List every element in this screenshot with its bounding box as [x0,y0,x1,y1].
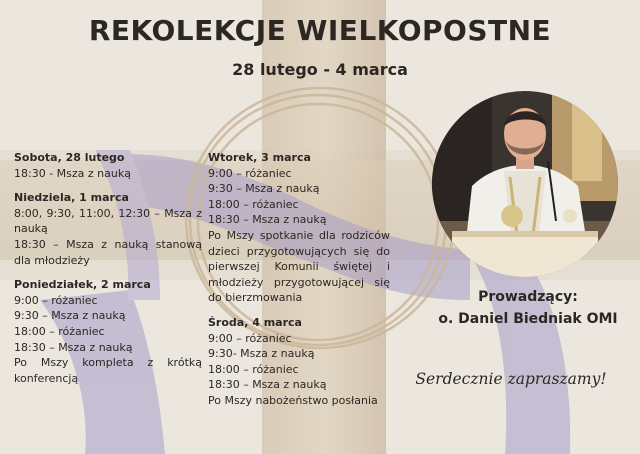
schedule-entry: 18:30 – Msza z nauką [208,378,327,392]
day-heading: Niedziela, 1 marca [14,191,129,205]
day-heading: Środa, 4 marca [208,315,302,329]
schedule-middle-column [208,150,390,409]
schedule-entry: 18:00 – różaniec [208,362,299,376]
schedule-entry: 18:30 – Msza z nauką [14,340,133,354]
schedule-entry: 9:30- Msza z nauką [208,347,315,361]
schedule-entry: 18:30 - Msza z nauką [14,166,131,180]
invitation-text: Serdecznie zapraszamy! [415,370,607,388]
day-heading: Poniedziałek, 2 marca [14,278,151,292]
schedule-entry: 18:30 – Msza z nauką [208,213,327,227]
schedule-entry: 8:00, 9:30, 11:00, 12:30 – Msza z nauką [14,206,202,236]
priest-portrait-icon [432,91,618,277]
schedule-entry: Po Mszy nabożeństwo posłania [208,393,378,407]
schedule-entry: 18:30 – Msza z nauką stanową dla młodzieży [14,237,202,267]
schedule-entry: Po Mszy kompleta z krótką konferencją [14,356,202,385]
schedule-entry: 9:00 – różaniec [208,166,292,180]
schedule-entry: 18:00 – różaniec [14,324,105,338]
schedule-entry: Po Mszy spotkanie dla rodziców dzieci przygotowujących się do pierwszej Komunii świętej i młodzieży przygotowującej się do bierzmowania [208,228,390,305]
leader-name: o. Daniel Biedniak OMI [438,311,618,327]
schedule-entry: 18:00 – różaniec [208,197,299,211]
schedule-entry: 9:00 – różaniec [14,293,98,307]
day-heading: Wtorek, 3 marca [208,151,311,164]
event-dates: 28 lutego - 4 marca [232,60,408,79]
leader-label: Prowadzący: [478,289,578,305]
schedule-left-column [14,150,202,386]
day-heading: Sobota, 28 lutego [14,151,125,164]
schedule-entry: 9:30 – Msza z nauką [14,309,126,323]
schedule-entry: 9:30 – Msza z nauką [208,182,320,196]
page-title: REKOLEKCJE WIELKOPOSTNE [88,14,552,47]
priest-photo [432,91,618,277]
schedule-entry: 9:00 – różaniec [208,331,292,345]
